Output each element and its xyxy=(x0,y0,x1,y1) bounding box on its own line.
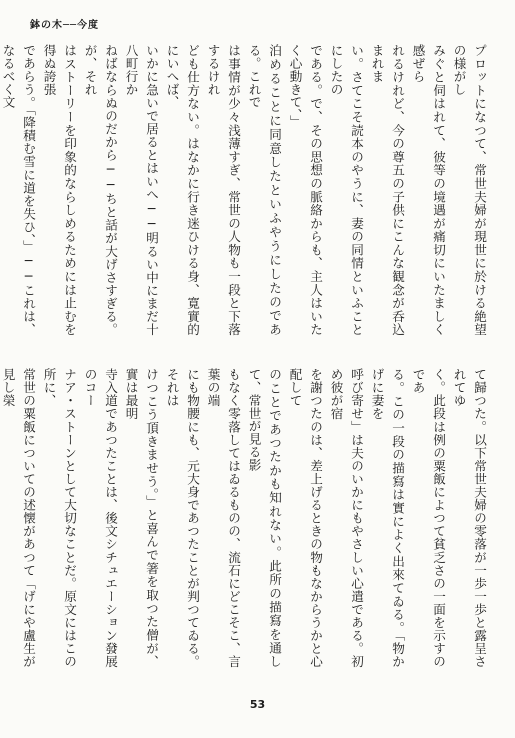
text-line: もなく零落してはゐるものの、流石にどこそこ、言葉の端 xyxy=(205,368,241,668)
text-line: 呼び寄せ」は夫のいかにもやさしい心遣である。初め彼が宿 xyxy=(328,368,364,668)
text-line: はストーリーを印象的ならしめるためには止むを得ぬ誇張 xyxy=(41,44,77,336)
text-line: にも物腰にも、元大身であつたことが判つてゐる。それは xyxy=(164,368,200,668)
text-line: プロットになつて、常世夫婦が現世に於ける絶望の様がし xyxy=(451,44,487,336)
text-line: みぐと伺はれて、彼等の境遇が痛切にいたましく感ぜら xyxy=(410,44,446,336)
text-block-lower xyxy=(0,368,489,668)
text-line: る。この一段の描寫は實によく出來てゐる。「物かげに妻を xyxy=(369,368,405,668)
text-line: ねばならぬのだから──ちと話が大げさすぎる。が、それ xyxy=(82,44,118,336)
text-line: 寺入道であつたことは、後文シチュエーション發展のコー xyxy=(82,368,118,668)
text-line: 泊めることに同意したといふやうにしたのである。これで xyxy=(246,44,282,336)
text-line: である。で、その思想の脈絡からも、主人はいたく心動きて、」 xyxy=(287,44,323,336)
page-number: 53 xyxy=(249,698,266,711)
text-line: のことであつたかも知れない。此所の描寫を通して、常世が見る影 xyxy=(246,368,282,668)
text-line: は事情が少々浅薄すぎ、常世の人物も一段と下落するけれ xyxy=(205,44,241,336)
text-line: い。さてこそ読本のやうに、妻の同情といふことにしたの xyxy=(328,44,364,336)
text-line: ども仕方ない。はなかに行き迷ひける身、寛實的にいへば、 xyxy=(164,44,200,336)
text-line: ナア・ストーンとして大切なことだ。原文にはこの所に、 xyxy=(41,368,77,668)
text-line: く。此段は例の粟飯によつて貧乏さの一面を示すのであ xyxy=(410,368,446,668)
text-line: いかに急いで居るとはいへ──明るい中にまだ十八町行か xyxy=(123,44,159,336)
text-line: であらう。「降積む雪に道を失ひ、」──これは、なるべく文 xyxy=(0,44,36,336)
text-block-upper xyxy=(0,44,489,336)
text-line: 常世の粟飯についての述懐があつて「げにや盧生が見し榮 xyxy=(0,368,36,668)
text-line: れるけれど、今の尊五の子供にこんな観念が呑込まれま xyxy=(369,44,405,336)
running-header: 鉢の木──今度 xyxy=(30,20,100,31)
text-line: けつこう頂きませう。」と喜んで箸を取つた僧が、實は最明 xyxy=(123,368,159,668)
text-line: を謝つたのは、差上げるときの物もなからうかと心配して xyxy=(287,368,323,668)
text-line: て歸つた。以下常世夫婦の零落が一歩一歩と露呈されてゆ xyxy=(451,368,487,668)
